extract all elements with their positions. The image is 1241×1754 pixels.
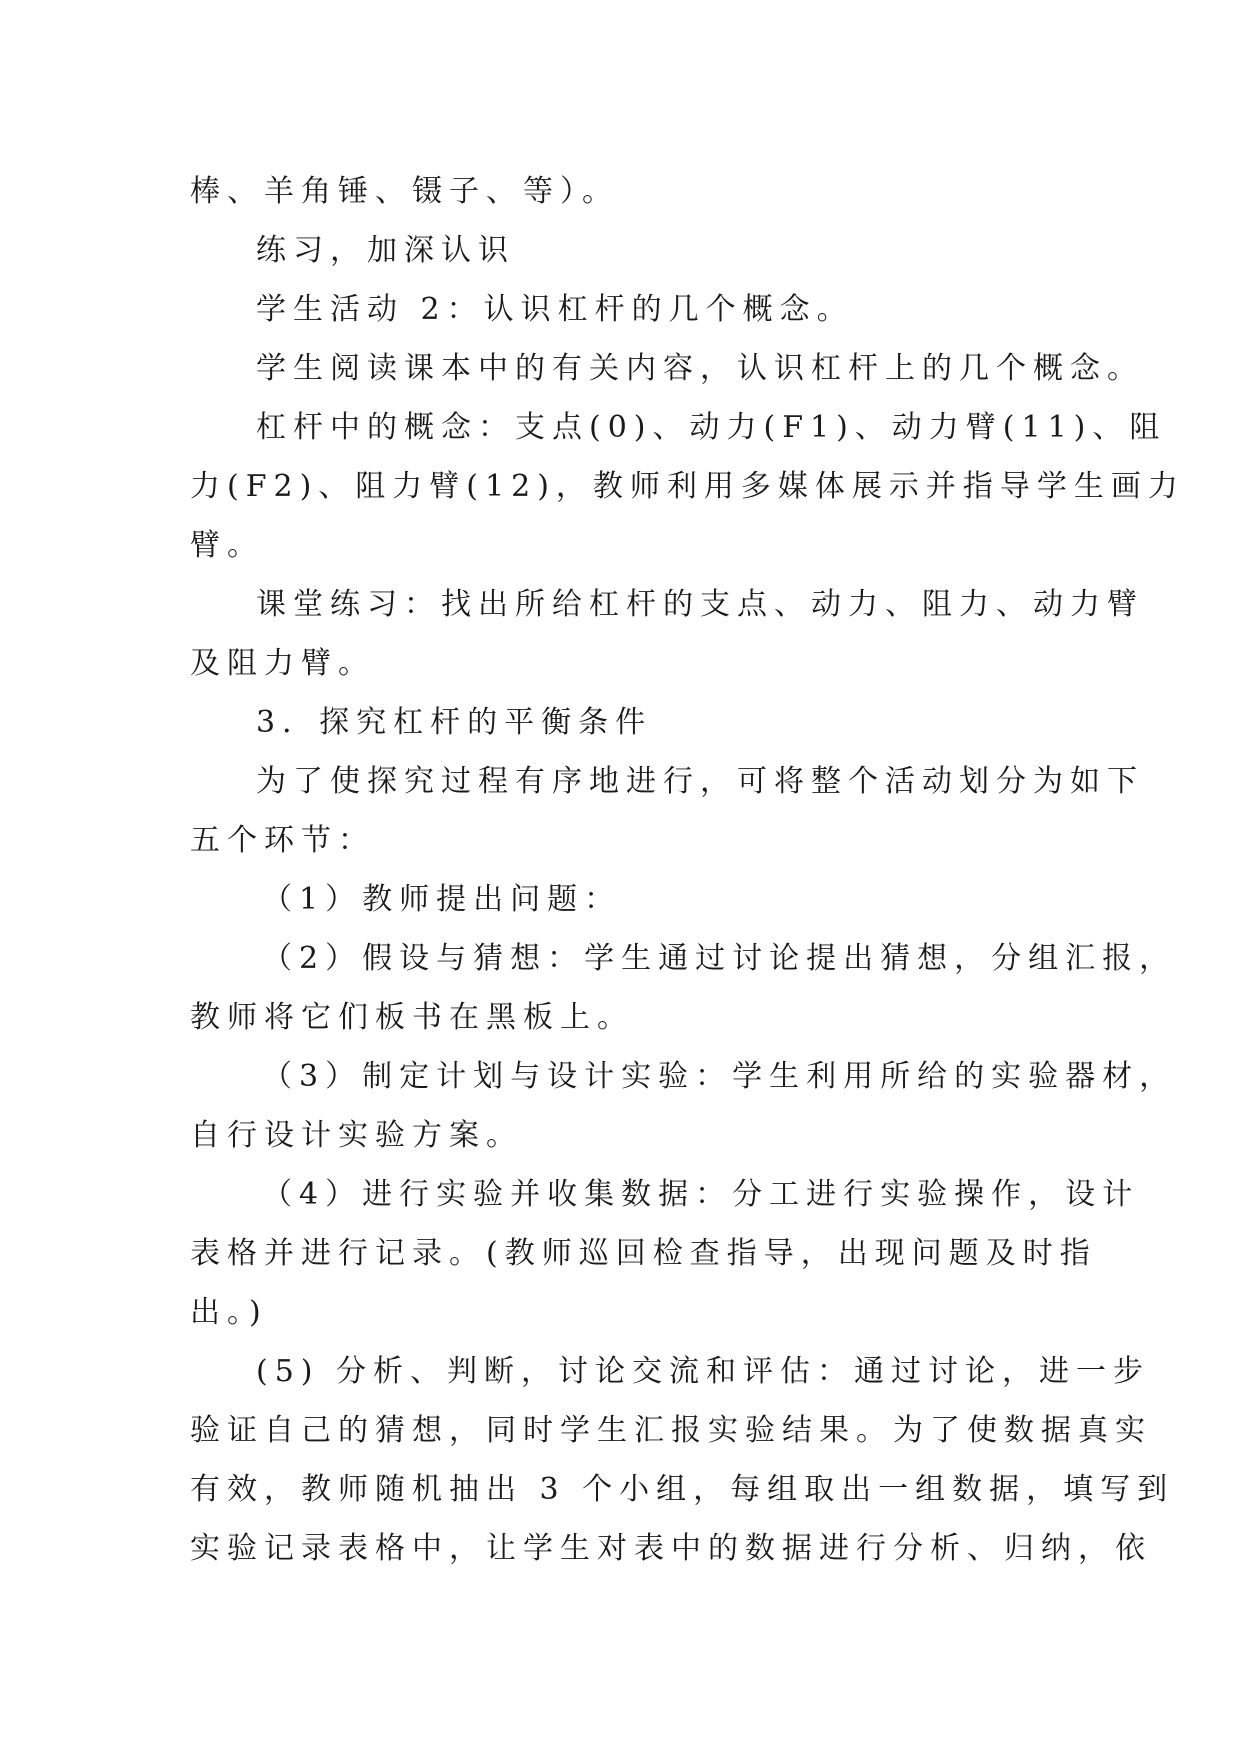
list-item: （4）进行实验并收集数据：分工进行实验操作，设计	[262, 1177, 1140, 1212]
text-line: 学生活动 2：认识杠杆的几个概念。	[256, 292, 854, 327]
text-line: 五个环节：	[190, 823, 375, 858]
text-line: 臂。	[190, 528, 264, 563]
text-line: 为了使探究过程有序地进行，可将整个活动划分为如下	[256, 764, 1144, 799]
text-line: 力(F2)、阻力臂(12)，教师利用多媒体展示并指导学生画力	[190, 469, 1185, 504]
document-body	[190, 162, 1185, 1578]
text-line: 教师将它们板书在黑板上。	[190, 1000, 634, 1035]
section-heading: 3．探究杠杆的平衡条件	[256, 705, 653, 740]
text-line: 学生阅读课本中的有关内容，认识杠杆上的几个概念。	[256, 351, 1144, 386]
text-line: 自行设计实验方案。	[190, 1118, 523, 1153]
text-line: 及阻力臂。	[190, 646, 375, 681]
text-line: 表格并进行记录。(教师巡回检查指导，出现问题及时指	[190, 1236, 1097, 1271]
text-line: 验证自己的猜想，同时学生汇报实验结果。为了使数据真实	[190, 1413, 1152, 1448]
list-item: (5) 分析、判断，讨论交流和评估：通过讨论，进一步	[256, 1354, 1151, 1389]
list-item: （1）教师提出问题：	[262, 882, 622, 917]
text-line: 有效，教师随机抽出 3 个小组，每组取出一组数据，填写到	[190, 1472, 1175, 1507]
text-line: 杠杆中的概念：支点(0)、动力(F1)、动力臂(11)、阻	[256, 410, 1167, 445]
text-line: 棒、羊角锤、镊子、等）。	[190, 174, 619, 209]
text-line: 出。)	[190, 1295, 268, 1330]
list-item: （2）假设与猜想：学生通过讨论提出猜想，分组汇报，	[262, 941, 1177, 976]
list-item: （3）制定计划与设计实验：学生利用所给的实验器材，	[262, 1059, 1177, 1094]
text-line: 课堂练习：找出所给杠杆的支点、动力、阻力、动力臂	[256, 587, 1144, 622]
text-line: 练习，加深认识	[256, 233, 515, 268]
text-line: 实验记录表格中，让学生对表中的数据进行分析、归纳，依	[190, 1531, 1152, 1566]
